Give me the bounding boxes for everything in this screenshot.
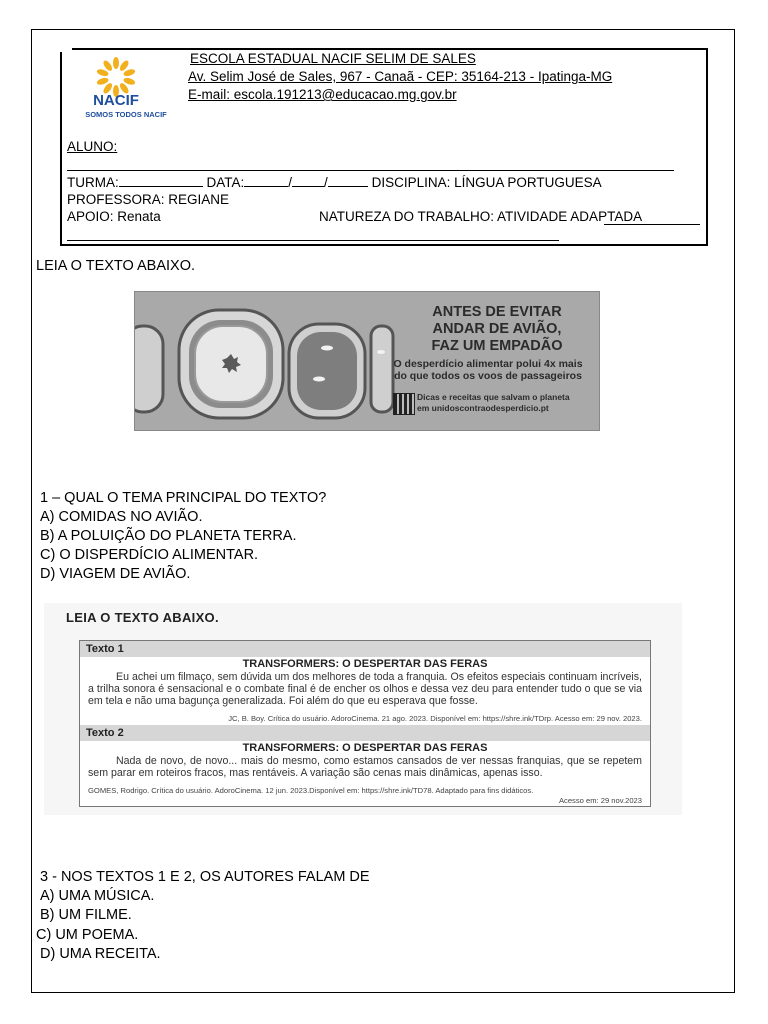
qr-code-icon xyxy=(393,393,415,415)
textbook-instruction: LEIA O TEXTO ABAIXO. xyxy=(66,610,219,625)
texto-2-heading: TRANSFORMERS: O DESPERTAR DAS FERAS xyxy=(242,742,488,754)
texto-1-heading: TRANSFORMERS: O DESPERTAR DAS FERAS xyxy=(242,658,488,670)
school-address: Av. Selim José de Sales, 967 - Canaã - CEP: 35164-213 - Ipatinga-MG xyxy=(188,69,613,84)
texto-2-source xyxy=(88,786,642,806)
texts-box xyxy=(79,640,651,807)
question-3-option-a[interactable]: A) UMA MÚSICA. xyxy=(40,888,155,904)
sun-logo-icon xyxy=(80,55,180,123)
ad-qr-caption-1: Dicas e receitas que salvam o planeta xyxy=(417,392,570,402)
turma-label: TURMA: xyxy=(67,175,119,190)
textbook-excerpt-image xyxy=(44,603,682,815)
ad-subtitle-1: O desperdício alimentar polui 4x mais xyxy=(393,358,583,370)
aluno-label: ALUNO: xyxy=(67,139,118,154)
turma-blank[interactable] xyxy=(119,174,203,187)
question-1-prompt: 1 – QUAL O TEMA PRINCIPAL DO TEXTO? xyxy=(40,490,327,506)
data-label: DATA: xyxy=(206,175,245,190)
texto-2-source-2: Acesso em: 29 nov.2023 xyxy=(558,796,642,805)
ad-headline-3: FAZ UM EMPADÃO xyxy=(431,338,563,354)
date-slash-2: / xyxy=(324,175,328,190)
texto-1-label: Texto 1 xyxy=(80,641,650,657)
instruction-1: LEIA O TEXTO ABAIXO. xyxy=(36,258,196,274)
bottom-rule xyxy=(67,240,559,241)
school-name: ESCOLA ESTADUAL NACIF SELIM DE SALES xyxy=(190,51,476,66)
natureza-rule xyxy=(604,224,700,225)
turma-row xyxy=(67,174,602,190)
apoio-label: APOIO: Renata xyxy=(67,209,161,224)
ad-qr-caption xyxy=(417,392,570,414)
professora-label: PROFESSORA: REGIANE xyxy=(67,192,230,207)
logo-text: NACIF xyxy=(93,92,139,109)
question-3-option-d[interactable]: D) UMA RECEITA. xyxy=(40,946,161,962)
data-day-blank[interactable] xyxy=(244,174,288,187)
aluno-rule xyxy=(67,170,674,171)
question-1-option-c[interactable]: C) O DISPERDÍCIO ALIMENTAR. xyxy=(40,547,259,563)
question-3-option-c[interactable]: C) UM POEMA. xyxy=(36,927,139,943)
texto-2-label: Texto 2 xyxy=(80,725,650,741)
date-slash-1: / xyxy=(288,175,293,190)
school-logo xyxy=(80,55,180,123)
ad-headline-1: ANTES DE EVITAR xyxy=(432,304,562,320)
school-email: E-mail: escola.191213@educacao.mg.gov.br xyxy=(188,87,457,102)
ad-subtitle-2: do que todos os voos de passageiros xyxy=(394,370,582,382)
natureza-label: NATUREZA DO TRABALHO: ATIVIDADE ADAPTADA xyxy=(319,209,643,224)
data-year-blank[interactable] xyxy=(328,174,368,187)
data-month-blank[interactable] xyxy=(292,174,324,187)
texto-2-source-1: GOMES, Rodrigo. Crítica do usuário. AdoroCinema. 12 jun. 2023.Disponível em: https://shre.ink/TD78. Adaptado para fins didáticos. xyxy=(88,786,534,795)
ad-qr-caption-2: em unidoscontraodesperdicio.pt xyxy=(417,403,549,413)
question-1-option-a[interactable]: A) COMIDAS NO AVIÃO. xyxy=(40,509,203,525)
question-3-option-b[interactable]: B) UM FILME. xyxy=(40,907,132,923)
texto-1-source: JC, B. Boy. Crítica do usuário. AdoroCinema. 21 ago. 2023. Disponível em: https://shre.ink/TDrp. Acesso em: 29 nov. 2023. xyxy=(228,714,642,723)
campaign-ad-image xyxy=(134,291,600,431)
disciplina-label: DISCIPLINA: LÍNGUA PORTUGUESA xyxy=(371,175,602,190)
ad-headline-2: ANDAR DE AVIÃO, xyxy=(432,321,562,337)
texto-1-body: Eu achei um filmaço, sem dúvida um dos melhores de toda a franquia. Os efeitos especiais continuam incríveis, a trilha sonora é sensacional e o combate final é de encher os olhos e dessa vez deu para entender tudo o que se via em tela e não uma bagunça generalizada. Foi além do que eu esperava que fosse. xyxy=(88,671,642,707)
question-1-option-b[interactable]: B) A POLUIÇÃO DO PLANETA TERRA. xyxy=(40,528,297,544)
texto-2-body: Nada de novo, de novo... mais do mesmo, como estamos cansados de ver nessas franquias, que se repetem sem parar em roteiros fracos, mas rentáveis. A variação são cenas mais dinâmicas, apenas isso. xyxy=(88,755,642,779)
question-3-prompt: 3 - NOS TEXTOS 1 E 2, OS AUTORES FALAM DE xyxy=(40,869,370,885)
question-1-option-d[interactable]: D) VIAGEM DE AVIÃO. xyxy=(40,566,191,582)
logo-slogan: SOMOS TODOS NACIF xyxy=(85,110,167,119)
